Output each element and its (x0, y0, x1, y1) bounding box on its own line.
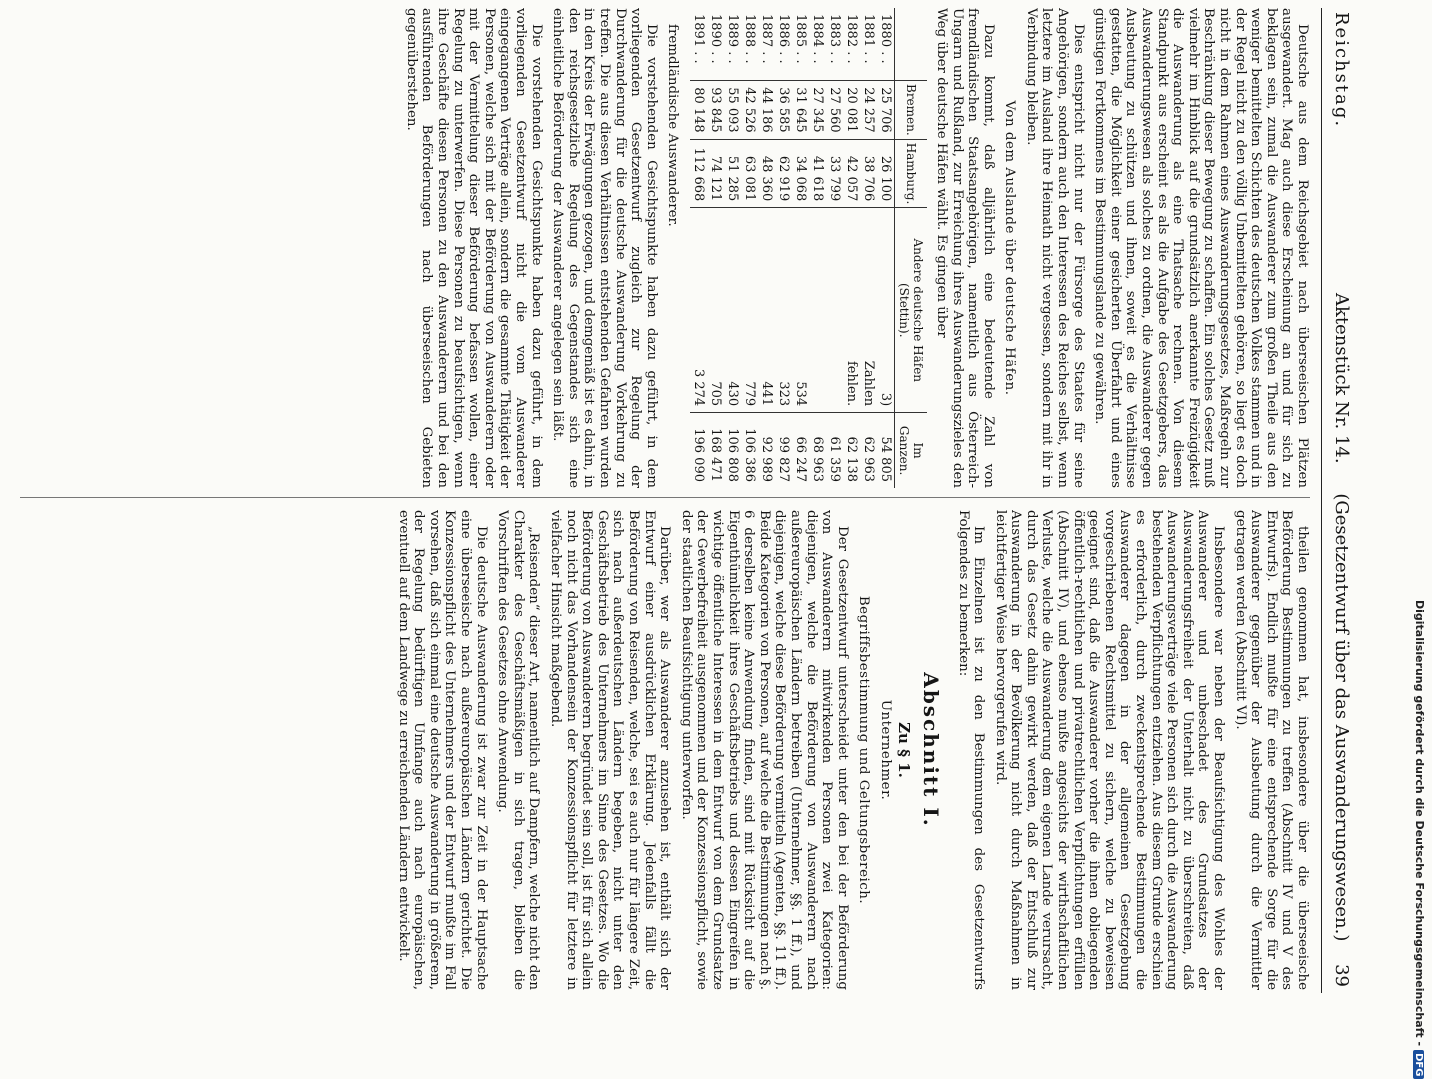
right-column (20, 510, 1310, 990)
table-cell: 25 706 (877, 81, 895, 140)
table-cell: 1890 . . (708, 14, 724, 64)
table-cell: 1888 . . (742, 14, 758, 64)
header-title (1331, 293, 1352, 941)
paragraph: Die vorstehenden Gesichtspunkte haben dazu geführt, in dem vorliegenden Gesetzentwurf nicht die vom Auswanderer eingegangenen Verträge allein, sondern die gesammte Thätigkeit der Personen, welche sich mit der Beförderung von Auswanderern oder mit der Vermittelung dieser Beförderung befassen wollen, einer Regelung zu unterwerfen. Diese Personen zu beaufsichtigen, wenn ihre Geschäfte diesen Personen zu den Auswanderern und bei den ausführenden Beförderungen nach überseeischen Gebieten gegenüberstehen. (403, 8, 544, 488)
table-cell: 42 526 (741, 81, 758, 140)
table-cell: 54 805 (877, 413, 895, 488)
left-column (20, 8, 1310, 488)
table-caption: Von dem Auslande über deutsche Häfen. (1002, 100, 1018, 396)
table-cell: 534 (792, 208, 809, 413)
table-cell: 1883 . . (827, 14, 843, 64)
table-cell: 1885 . . (793, 14, 809, 64)
table-cell: 1889 . . (725, 14, 741, 64)
dfg-logo: DFG (1413, 1050, 1424, 1079)
paragraph: theilen genommen hat, insbesondere über die überseeische Beförderung Bestimmungen zu treffen (Abschnitt IV und V des Entwurfs). Endlich mußte für eine entsprechende Sorge für die Auswanderer gegenüber der Ausbeutung durch die Vermittler getragen werden (Abschnitt VI). (1232, 510, 1310, 990)
table-header-cell: Bremen. (895, 81, 928, 140)
table-cell: 62 919 (775, 139, 792, 208)
table-cell: 68 963 (809, 413, 826, 488)
table-row (690, 8, 707, 488)
paragraph: Der Gesetzentwurf unterscheidet unter den bei der Beförderung von Auswanderern mitwirkenden Personen zwei Kategorien: diejenigen, welche die Beförderung von Auswanderern nach außereuropäischen Ländern betreiben (Unternehmer, §§. 1 ff.), und diejenigen, welche diese Beförderung vermitteln (Agenten, §§. 11 ff.). Beide Kategorien von Personen, auf welche die Bestimmungen nach §. 6 derselben keine Anwendung finden, sind mit Rücksicht auf die Eigenthümlichkeit ihres Geschäftsbetriebs und dessen Eingreifen in wichtige öffentliche Interessen in dem Entwurf von dem Grundsatze der Gewerbefreiheit ausgenommen und der Konzessionspflicht, sowie der staatlichen Beaufsichtigung unterworfen. (678, 510, 850, 990)
page-number: 39 (1331, 964, 1352, 987)
subheading: Begriffsbestimmung und Geltungsbereich. (856, 595, 872, 905)
table-cell: 106 808 (724, 413, 741, 488)
table-row (724, 8, 741, 488)
table-cell: 3) (877, 208, 895, 413)
table-cell: 27 345 (809, 81, 826, 140)
digitization-footer (1402, 600, 1432, 1077)
table-cell: 44 186 (758, 81, 775, 140)
table-cell: 1891 . . (691, 14, 707, 64)
table-cell: 779 (741, 208, 758, 413)
emigration-table (690, 8, 927, 488)
paragraph: „Reisenden“ dieser Art, namentlich auf Dampfern, welche nicht den Charakter des Geschäftsmäßigen in sich tragen, bleiben die Vorschriften des Gesetzes ohne Anwendung. (495, 510, 542, 990)
table-header-cell: Andere deutsche Häfen (Stettin). (895, 208, 928, 413)
header-right: (Gesetzentwurf über das Auswanderungswesen.) (1331, 493, 1352, 942)
table-cell: 33 799 (826, 139, 843, 208)
table-cell: 63 081 (741, 139, 758, 208)
paragraph: Darüber, wer als Auswanderer anzusehen ist, enthält sich der Entwurf einer ausdrücklichen Erklärung. Jedenfalls fällt die Beförderung von Reisenden, welche, sei es auch nur für längere Zeit, sich nach außerdeutschen Ländern begeben, nicht unter den Geschäftsbetrieb des Unternehmers im Sinne des Gesetzes. Wo die Beförderung von Auswanderern begründet sein soll, ist für sich allein noch nicht das Vorhandensein der Konzessionspflicht für letztere in vielfacher Hinsicht maßgebend. (548, 510, 673, 990)
table-cell: 106 386 (741, 413, 758, 488)
page-header (1321, 8, 1358, 993)
table-cell: 20 081 (843, 81, 860, 140)
table-cell: 705 (707, 208, 724, 413)
table-cell: 55 093 (724, 81, 741, 140)
table-cell: 80 148 (690, 81, 707, 140)
table-header-cell: Hamburg. (895, 139, 928, 208)
table-cell: 1881 . . (861, 14, 877, 64)
table-cell: 1882 . . (844, 14, 860, 64)
table-cell: 41 618 (809, 139, 826, 208)
table-cell: 1887 . . (759, 14, 775, 64)
footer-text: Digitalisierung gefördert durch die Deutsche Forschungsgemeinschaft - (1413, 600, 1426, 1047)
table-cell: 48 360 (758, 139, 775, 208)
paragraph: Insbesondere war neben der Beaufsichtigung des Wohles der Auswanderer und unbeschadet des Grundsatzes der Auswanderungsfreiheit der Unterhalt nicht zu überschreiten, daß Auswanderungsverträge viele Personen sich durch die Auswanderung bestehenden Verpflichtungen entziehen. Aus diesem Grunde erschien es erforderlich, durch zweckentsprechende Bestimmungen die Auswanderer dagegen in der allgemeinen Gesetzgebung vorgeschriebenen Rechtsmittel zu sichern, welche zu beweisen geeignet sind, daß die Auswanderer vorher die ihnen obliegenden öffentlich-rechtlichen und privatrechtlichen Verpflichtungen erfüllen (Abschnitt IV), und ebenso mußte angesichts der wirthschaftlichen Verluste, welche die Auswanderung dem eigenen Lande verursacht, durch das Gesetz dahin gewirkt werden, daß der Entschluß zur Auswanderung in der Bevölkerung nicht durch Maßnahmen in leichtfertiger Weise hervorgerufen wird. (992, 510, 1227, 990)
table-cell: 323 (775, 208, 792, 413)
table-cell (826, 208, 843, 413)
table-cell: 51 285 (724, 139, 741, 208)
table-cell: 99 827 (775, 413, 792, 488)
table-row (843, 8, 860, 488)
table-row (741, 8, 758, 488)
table-cell: 1886 . . (776, 14, 792, 64)
table-cell: 36 585 (775, 81, 792, 140)
table-cell: 42 057 (843, 139, 860, 208)
table-header-cell (895, 8, 928, 81)
table-body (690, 8, 895, 488)
table-cell: 430 (724, 208, 741, 413)
table-cell: fehlen. (843, 208, 860, 413)
table-row (826, 8, 843, 488)
table-cell: 92 989 (758, 413, 775, 488)
table-cell: 38 706 (860, 139, 877, 208)
table-cell: 27 560 (826, 81, 843, 140)
table-cell: 3 274 (690, 208, 707, 413)
table-cell: Zahlen (860, 208, 877, 413)
table-cell: 34 068 (792, 139, 809, 208)
table-cell: 74 121 (707, 139, 724, 208)
paragraph: Deutsche aus dem Reichsgebiet nach überseeischen Plätzen ausgewandert. Mag auch diese Erscheinung an und für sich zu beklagen sein, zumal die Auswanderer zum großen Theile aus den weniger bemittelten Schichten des deutschen Volkes stammen und in der Regel nicht zu den völlig Unbemittelten gehören, so liegt es doch nicht in dem Rahmen eines Auswanderungsgesetzes, Maßregeln zur Beschränkung dieser Bewegung zu schaffen. Ein solches Gesetz muß vielmehr im Hinblick auf die grundsätzlich anerkannte Freizügigkeit die Auswanderung als eine Thatsache rechnen. Von diesem Standpunkt aus erscheint es als die Aufgabe des Gesetzgebers, das Auswanderungswesen als solches zu ordnen, die Auswanderer gegen Ausbeutung zu schützen und ihnen, soweit es die Verhältnisse gestatten, die Möglichkeit einer gesicherten Überfahrt und eines günstigen Fortkommens im Bestimmungslande zu gewähren. (1092, 8, 1310, 488)
table-row (860, 8, 877, 488)
column-rule (20, 497, 1310, 498)
paragraph: Dies entspricht nicht nur der Fürsorge des Staates für seine Angehörigen, sondern auch den Interessen des Reiches selbst, wenn letztere im Ausland ihre Heimath nicht vergessen, sondern mit ihr in Verbindung bleiben. (1023, 8, 1086, 488)
table-cell: 62 138 (843, 413, 860, 488)
table-cell: 31 645 (792, 81, 809, 140)
table-row (792, 8, 809, 488)
table-cell: 62 963 (860, 413, 877, 488)
table-row (809, 8, 826, 488)
table-header-row (895, 8, 928, 488)
table-row (758, 8, 775, 488)
table-row (707, 8, 724, 488)
table-cell: 441 (758, 208, 775, 413)
table-cell: 168 471 (707, 413, 724, 488)
paragraph: Die vorstehenden Gesichtspunkte haben dazu geführt, in dem vorliegenden Gesetzentwurf zugleich zur Regelung der Durchwanderung für die deutsche Auswanderung Vorkehrung zu treffen. Die aus diesen Verhältnissen entstehenden Gefahren wurden in den Kreis der Erwägungen gezogen, und demgemäß ist es dahin, in den reichsgesetzliche Regelung des Gegenstandes sich eine einheitliche Beförderung der Auswanderer angelegen sein läßt. (550, 8, 659, 488)
footer-text-wrap (1413, 600, 1426, 1079)
table-cell: 1884 . . (810, 14, 826, 64)
paragraph: Im Einzelnen ist zu den Bestimmungen des Gesetzentwurfs Folgendes zu bemerken: (955, 510, 987, 990)
table-row (877, 8, 895, 488)
paragraph: Dazu kommt, daß alljährlich eine bedeutende Zahl von fremdländischen Staatsangehörigen, namentlich aus Österreich-Ungarn und Rußland, zur Erreichung ihres Auswanderungszieles den Weg über deutsche Häfen wählt. Es gingen über (933, 8, 996, 488)
table-header-cell: Im Ganzen. (895, 413, 928, 488)
header-left: Reichstag. (1331, 12, 1352, 129)
paragraph: fremdländische Auswanderer. (665, 24, 681, 227)
header-center: Aktenstück Nr. 14. (1331, 293, 1352, 464)
table-cell (809, 208, 826, 413)
table-cell: 112 668 (690, 139, 707, 208)
paragraph: Die deutsche Auswanderung ist zwar zur Zeit in der Hauptsache eine überseeische nach außereuropäischen Ländern gerichtet. Die Konzessionspflicht des Unternehmers und der Entwurf mußte im Fall vorsehen, daß sich einmal eine deutsche Auswanderung in größerem, der Regelung bedürftigen Umfange auch nach europäischen, eventuell auf dem Landwege zu erreichenden Ländern entwickelt. (395, 510, 489, 990)
table-cell: 26 100 (877, 139, 895, 208)
table-cell: 1880 . . (878, 14, 894, 64)
section-title: Abschnitt I. (918, 672, 943, 828)
table-cell: 66 247 (792, 413, 809, 488)
subsection-title: Zu § 1. (894, 722, 913, 778)
table-row (775, 8, 792, 488)
table-cell: 196 090 (690, 413, 707, 488)
table-cell: 93 845 (707, 81, 724, 140)
rotated-page-content (5, 0, 1380, 1000)
table-cell: 24 257 (860, 81, 877, 140)
table-cell: 61 359 (826, 413, 843, 488)
subsection-caption: Unternehmer. (877, 699, 893, 801)
